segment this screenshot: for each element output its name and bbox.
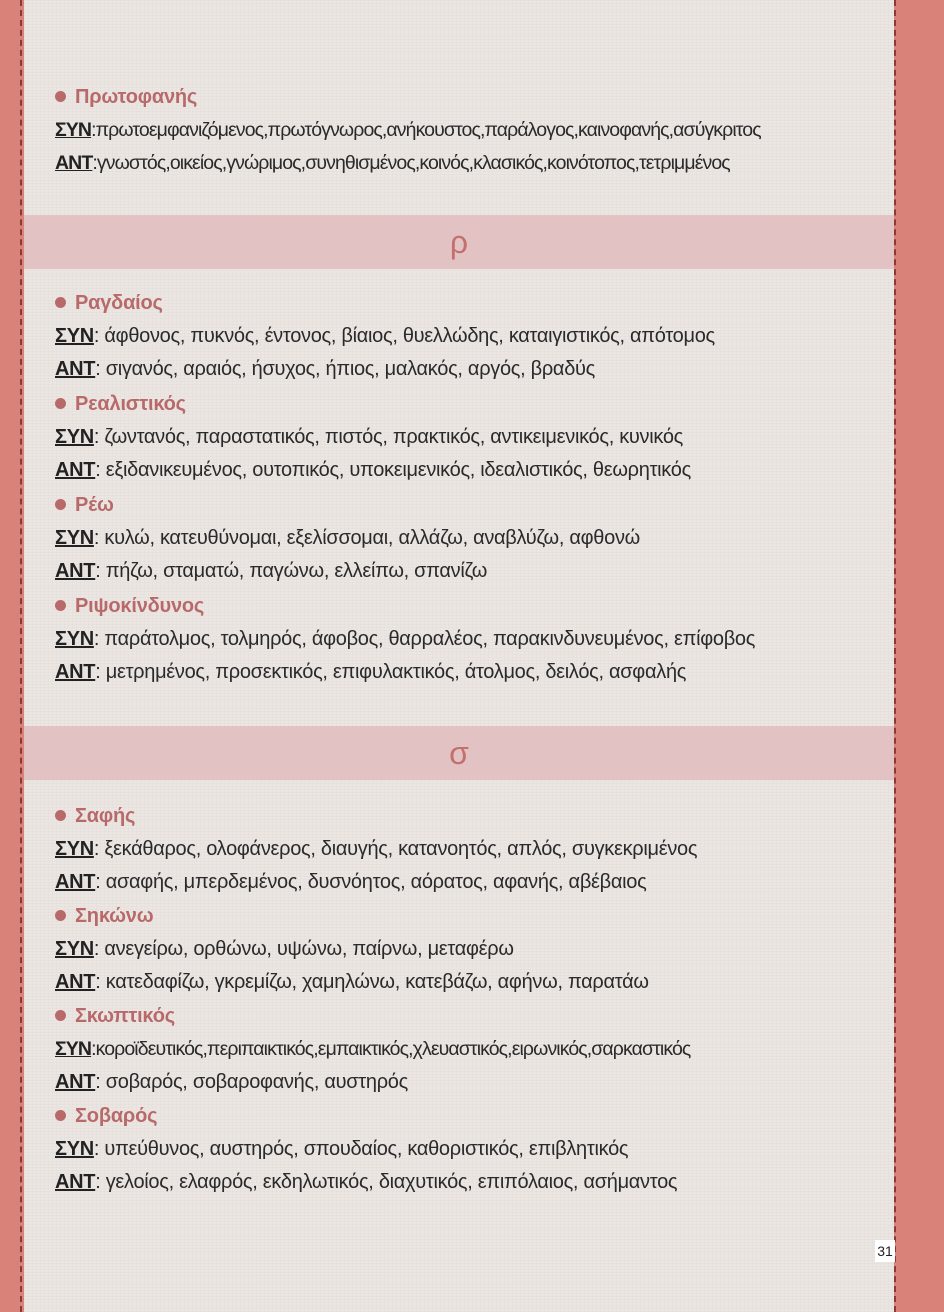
- synonyms-line: [55, 114, 885, 147]
- ant-label: ΑΝΤ: [55, 152, 93, 174]
- synonyms: : παράτολμος, τολμηρός, άφοβος, θαρραλέος, παρακινδυνευμένος, επίφοβος: [93, 628, 756, 650]
- synonyms-line: [55, 623, 885, 656]
- syn-label: ΣΥΝ: [55, 838, 94, 860]
- bullet-icon: [55, 910, 66, 921]
- headword: Σηκώνω: [55, 900, 885, 933]
- entry: [55, 388, 885, 487]
- ant-label: ΑΝΤ: [55, 871, 96, 893]
- bullet-icon: [55, 297, 66, 308]
- ant-label: ΑΝΤ: [55, 459, 96, 481]
- entry: [55, 800, 885, 899]
- syn-label: ΣΥΝ: [55, 325, 94, 347]
- bullet-icon: [55, 1010, 66, 1021]
- headword: Πρωτοφανής: [55, 81, 885, 114]
- synonyms-line: [55, 933, 885, 966]
- synonyms-line: [55, 1033, 885, 1066]
- ant-label: ΑΝΤ: [55, 560, 96, 582]
- syn-label: ΣΥΝ: [55, 426, 94, 448]
- antonyms-line: [55, 555, 885, 588]
- antonyms: : ασαφής, μπερδεμένος, δυσνόητος, αόρατος, αφανής, αβέβαιος: [95, 871, 647, 893]
- headword: Ριψοκίνδυνος: [55, 590, 885, 623]
- synonyms: : ζωντανός, παραστατικός, πιστός, πρακτικός, αντικειμενικός, κυνικός: [93, 426, 684, 448]
- antonyms: : γελοίος, ελαφρός, εκδηλωτικός, διαχυτικός, επιπόλαιος, ασήμαντος: [95, 1171, 678, 1193]
- entry: [55, 81, 885, 180]
- entry: [55, 287, 885, 386]
- synonyms: : ξεκάθαρος, ολοφάνερος, διαυγής, κατανοητός, απλός, συγκεκριμένος: [93, 838, 698, 860]
- antonyms: :γνωστός,οικείος,γνώριμος,συνηθισμένος,κοινός,κλασικός,κοινότοπος,τετριμμένος: [92, 152, 730, 174]
- antonyms-line: [55, 454, 885, 487]
- letter-band-sigma: σ: [24, 726, 894, 780]
- ant-label: ΑΝΤ: [55, 971, 96, 993]
- headword: Σοβαρός: [55, 1100, 885, 1133]
- syn-label: ΣΥΝ: [55, 628, 94, 650]
- synonyms: : άφθονος, πυκνός, έντονος, βίαιος, θυελλώδης, καταιγιστικός, απότομος: [93, 325, 715, 347]
- synonyms: : κυλώ, κατευθύνομαι, εξελίσσομαι, αλλάζω, αναβλύζω, αφθονώ: [93, 527, 640, 549]
- syn-label: ΣΥΝ: [55, 1038, 92, 1060]
- headword: Σκωπτικός: [55, 1000, 885, 1033]
- antonyms: : πήζω, σταματώ, παγώνω, ελλείπω, σπανίζω: [95, 560, 488, 582]
- page-number: 31: [875, 1240, 895, 1262]
- bullet-icon: [55, 810, 66, 821]
- entry: [55, 900, 885, 999]
- entry: [55, 1100, 885, 1199]
- ant-label: ΑΝΤ: [55, 661, 96, 683]
- bullet-icon: [55, 600, 66, 611]
- synonyms-line: [55, 522, 885, 555]
- antonyms: : μετρημένος, προσεκτικός, επιφυλακτικός, άτολμος, δειλός, ασφαλής: [95, 661, 687, 683]
- synonyms-line: [55, 833, 885, 866]
- entry: [55, 1000, 885, 1099]
- antonyms-line: [55, 866, 885, 899]
- right-border: [894, 0, 944, 1312]
- antonyms-line: [55, 656, 885, 689]
- antonyms-line: [55, 966, 885, 999]
- entry: [55, 489, 885, 588]
- left-border: [0, 0, 22, 1312]
- syn-label: ΣΥΝ: [55, 1138, 94, 1160]
- synonyms: :πρωτοεμφανιζόμενος,πρωτόγνωρος,ανήκουστος,παράλογος,καινοφανής,ασύγκριτος: [91, 119, 761, 141]
- synonyms: : υπεύθυνος, αυστηρός, σπουδαίος, καθοριστικός, επιβλητικός: [93, 1138, 629, 1160]
- synonyms-line: [55, 320, 885, 353]
- bullet-icon: [55, 499, 66, 510]
- bullet-icon: [55, 1110, 66, 1121]
- ant-label: ΑΝΤ: [55, 358, 96, 380]
- synonyms: : ανεγείρω, ορθώνω, υψώνω, παίρνω, μεταφέρω: [93, 938, 514, 960]
- antonyms: : σοβαρός, σοβαροφανής, αυστηρός: [95, 1071, 408, 1093]
- bullet-icon: [55, 91, 66, 102]
- headword: Σαφής: [55, 800, 885, 833]
- antonyms: : σιγανός, αραιός, ήσυχος, ήπιος, μαλακός, αργός, βραδύς: [95, 358, 596, 380]
- synonyms: :κοροϊδευτικός,περιπαικτικός,εμπαικτικός,χλευαστικός,ειρωνικός,σαρκαστικός: [91, 1038, 691, 1060]
- antonyms-line: [55, 1066, 885, 1099]
- syn-label: ΣΥΝ: [55, 527, 94, 549]
- syn-label: ΣΥΝ: [55, 119, 92, 141]
- entry: [55, 590, 885, 689]
- antonyms-line: [55, 353, 885, 386]
- antonyms: : κατεδαφίζω, γκρεμίζω, χαμηλώνω, κατεβάζω, αφήνω, παρατάω: [95, 971, 649, 993]
- ant-label: ΑΝΤ: [55, 1171, 96, 1193]
- bullet-icon: [55, 398, 66, 409]
- synonyms-line: [55, 1133, 885, 1166]
- letter-band-rho: ρ: [24, 215, 894, 269]
- antonyms-line: [55, 1166, 885, 1199]
- headword: Ρεαλιστικός: [55, 388, 885, 421]
- synonyms-line: [55, 421, 885, 454]
- ant-label: ΑΝΤ: [55, 1071, 96, 1093]
- headword: Ρέω: [55, 489, 885, 522]
- syn-label: ΣΥΝ: [55, 938, 94, 960]
- antonyms-line: [55, 147, 885, 180]
- antonyms: : εξιδανικευμένος, ουτοπικός, υποκειμενικός, ιδεαλιστικός, θεωρητικός: [95, 459, 691, 481]
- headword: Ραγδαίος: [55, 287, 885, 320]
